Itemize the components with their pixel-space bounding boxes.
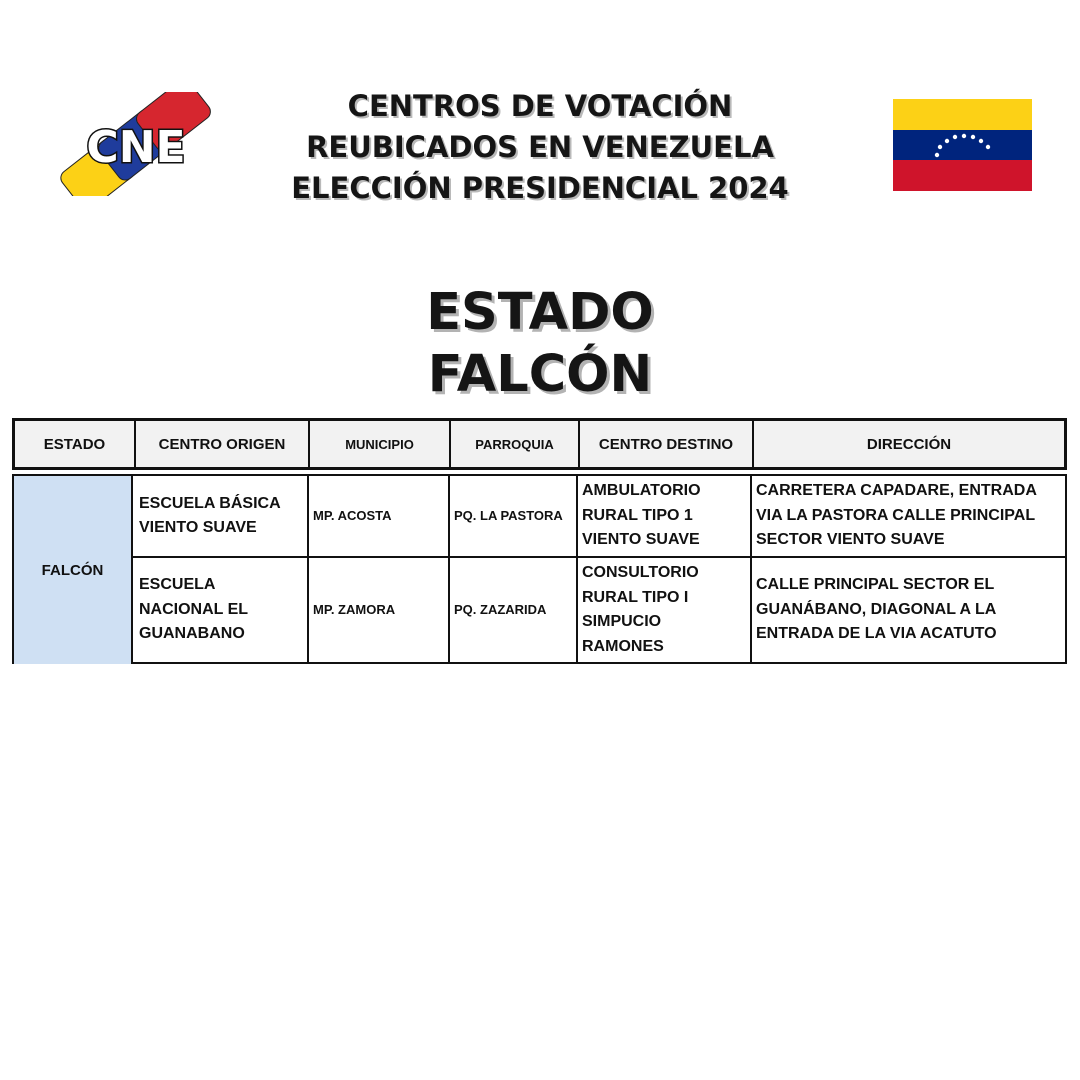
- column-header-estado: ESTADO: [15, 421, 136, 467]
- title-line-1: CENTROS DE VOTACIÓN: [347, 89, 733, 123]
- cell-direccion: CARRETERA CAPADARE, ENTRADA VIA LA PASTORA CALLE PRINCIPAL SECTOR VIENTO SUAVE: [756, 482, 1037, 549]
- estado-cell: FALCÓN: [12, 476, 133, 664]
- cell-municipio: MP. ZAMORA: [313, 602, 396, 617]
- column-header-centro-origen: CENTRO ORIGEN: [136, 421, 310, 467]
- state-heading: [340, 282, 740, 406]
- state-heading-line-1: ESTADO: [426, 283, 654, 342]
- cell-municipio: MP. ACOSTA: [313, 508, 392, 523]
- column-header-municipio: MUNICIPIO: [310, 421, 451, 467]
- column-header-direccion: DIRECCIÓN: [866, 435, 952, 453]
- cell-parroquia: PQ. ZAZARIDA: [454, 602, 547, 617]
- cell-centro-origen: ESCUELA BÁSICA VIENTO SUAVE: [139, 494, 281, 536]
- table-body: [12, 474, 1067, 662]
- cne-logo: [44, 92, 226, 196]
- title-line-3: ELECCIÓN PRESIDENCIAL 2024: [291, 171, 789, 205]
- column-divider: [1065, 476, 1067, 664]
- row-divider: [133, 662, 1067, 664]
- column-header-centro-destino: CENTRO DESTINO: [580, 421, 754, 467]
- column-header-parroquia: PARROQUIA: [451, 421, 580, 467]
- cell-direccion: CALLE PRINCIPAL SECTOR EL GUANÁBANO, DIAGONAL A LA ENTRADA DE LA VIA ACATUTO: [756, 576, 997, 643]
- state-heading-line-2: FALCÓN: [427, 345, 653, 404]
- cell-centro-destino: CONSULTORIO RURAL TIPO I SIMPUCIO RAMONES: [582, 564, 699, 655]
- title-line-2: REUBICADOS EN VENEZUELA: [306, 130, 774, 164]
- cell-centro-origen: ESCUELA NACIONAL EL GUANABANO: [139, 576, 248, 643]
- table-header: [12, 418, 1067, 470]
- venezuela-flag: [893, 99, 1032, 191]
- cne-logo-text: CNE: [86, 122, 186, 173]
- page-title: [240, 86, 840, 209]
- cell-centro-destino: AMBULATORIO RURAL TIPO 1 VIENTO SUAVE: [582, 482, 701, 549]
- cell-parroquia: PQ. LA PASTORA: [454, 508, 563, 523]
